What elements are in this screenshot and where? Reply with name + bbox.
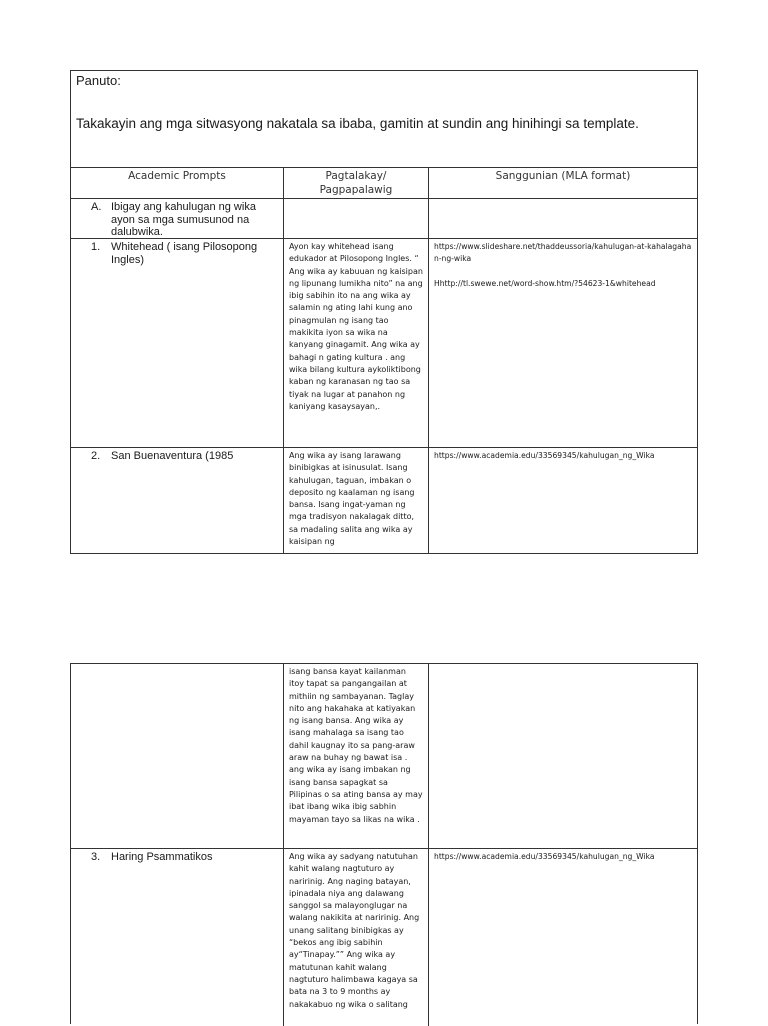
- row-3-prompt-cell: [71, 849, 284, 1026]
- row-3-item: [91, 851, 279, 864]
- row-1: [71, 238, 697, 447]
- panuto-cell: [71, 71, 697, 167]
- header-pagtalakay-line2: Pagpapalawig: [319, 184, 393, 196]
- row-2-continued: [71, 664, 697, 848]
- panuto-label: Panuto:: [76, 73, 121, 88]
- row-2-prompt: San Buenaventura (1985: [111, 450, 234, 462]
- row-1-prompt: Whitehead ( isang Pilosopong Ingles): [111, 241, 258, 266]
- row-3: [71, 848, 697, 1026]
- row-a-marker: A.: [91, 201, 102, 213]
- row-2-marker: 2.: [91, 450, 101, 462]
- row-1-prompt-cell: [71, 239, 284, 447]
- header-pagtalakay-line1: Pagtalakay/: [325, 170, 387, 182]
- header-sanggunian: Sanggunian (MLA format): [495, 170, 631, 182]
- row-1-item: [91, 241, 279, 266]
- row-3-discussion: Ang wika ay sadyang natutuhan kahit walang nagtuturo ay naririnig. Ang naging batayan, ipinadala niya ang dalawang sanggol sa malayonglugar na walang nakikita at naririnig. Ang unang salitang binibigkas ay “bekos ang ibig sabihin ay“Tinapay.”” Ang wika ay matutunan kahit walang nagtuturo halimbawa kagaya sa bata na 3 to 9 months ay nakakabuo ng wika o salitang: [284, 849, 429, 1026]
- row-1-reference-link[interactable]: https://www.slideshare.net/thaddeussoria/kahulugan-at-kahalagahan-ng-wika: [434, 242, 692, 264]
- panuto-row: [71, 71, 697, 167]
- row-2: [71, 447, 697, 553]
- row-3-prompt: Haring Psammatikos: [111, 851, 213, 863]
- row-3-marker: 3.: [91, 851, 101, 863]
- row-a-discussion-cell: [284, 199, 429, 238]
- row-2-prompt-cell: [71, 448, 284, 553]
- assignment-table-page1: [70, 70, 698, 554]
- row-2-continued-reference-cell: [429, 664, 697, 848]
- row-a: [71, 198, 697, 238]
- row-a-reference-cell: [429, 199, 697, 238]
- row-2-reference-link[interactable]: https://www.academia.edu/33569345/kahulugan_ng_Wika: [434, 451, 655, 460]
- row-2-discussion: Ang wika ay isang larawang binibigkas at isinusulat. Isang kahulugan, taguan, imbakan o deposito ng kaalaman ng isang bansa. Isang ingat-yaman ng mga tradisyon nakalagak ditto, sa madaling salita ang wika ay kaisipan ng: [284, 448, 429, 553]
- row-1-discussion: Ayon kay whitehead isang edukador at Pilosopong Ingles. “ Ang wika ay kabuuan ng kaisipan ng lipunang lumikha nito” na ang ibig sabihin ito na ang wika ay salamin ng ating lahi kung ano pinagmulan ng isang tao makikita iyon sa wika na kanyang ginagamit. Ang wika ay bahagi n gating kultura . ang wika bilang kultura aykoliktibong kaban ng karanasan ng tao sa tiyak na lugar at panahon ng kaniyang kasaysayan,.: [284, 239, 429, 447]
- header-academic-prompts: Academic Prompts: [71, 168, 284, 198]
- header-row: [71, 167, 697, 198]
- row-3-reference-link[interactable]: https://www.academia.edu/33569345/kahulugan_ng_Wika: [434, 852, 655, 861]
- row-a-prompt-cell: [71, 199, 284, 238]
- row-2-references: [429, 448, 697, 553]
- row-a-text: Ibigay ang kahulugan ng wika ayon sa mga sumusunod na dalubwika.: [111, 201, 256, 238]
- row-1-reference-link-2[interactable]: Hhttp://tl.swewe.net/word-show.htm/?54623-1&whitehead: [434, 278, 656, 288]
- row-2-continued-prompt-cell: [71, 664, 284, 848]
- row-1-references: [429, 239, 697, 447]
- row-3-references: [429, 849, 697, 1026]
- row-1-marker: 1.: [91, 241, 101, 253]
- header-pagtalakay: [284, 168, 429, 198]
- row-2-continued-discussion: isang bansa kayat kailanman itoy tapat sa pangangailan at mithiin ng sambayanan. Taglay nito ang hakahaka at katiyakan ng isang bansa. Ang wika ay isang mahalaga sa isang tao dahil kaugnay ito sa pang-araw araw na buhay ng bawat isa . ang wika ay isang imbakan ng isang bansa sapagkat sa Pilipinas o sa ating bansa ay may ibat ibang wika ibig sabhin mayaman tayo sa likas na wika .: [284, 664, 429, 848]
- panuto-instruction: Takakayin ang mga sitwasyong nakatala sa ibaba, gamitin at sundin ang hinihingi sa template.: [76, 116, 639, 131]
- assignment-table-page2: [70, 663, 698, 1024]
- row-a-item: [91, 201, 279, 239]
- row-2-item: [91, 450, 279, 463]
